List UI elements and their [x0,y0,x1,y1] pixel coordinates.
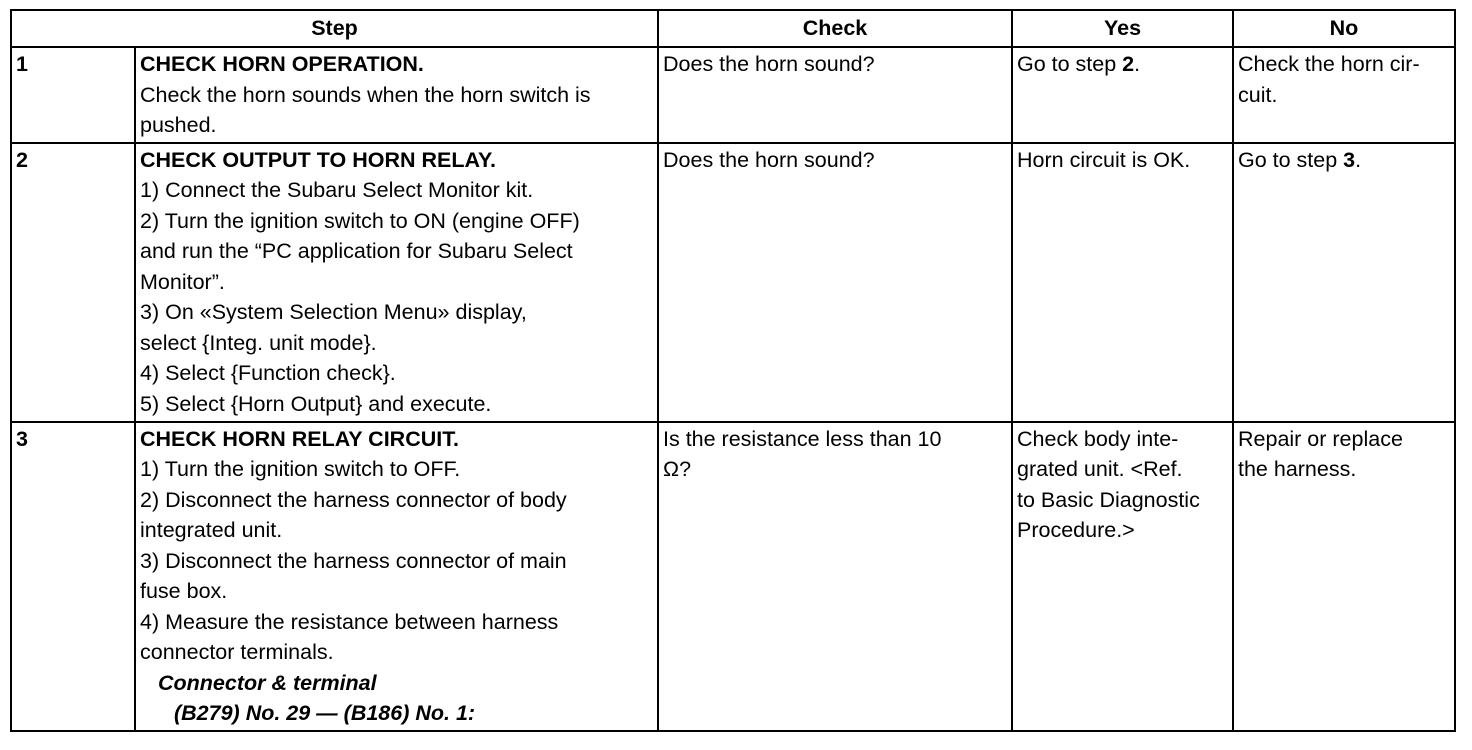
yes-cell [1012,422,1233,731]
no-line: cuit. [1238,82,1278,107]
step-title: CHECK OUTPUT TO HORN RELAY. [140,147,496,172]
table-row [11,47,1455,143]
step-line: 5) Select {Horn Output} and execute. [140,391,492,416]
step-line: 1) Turn the ignition switch to OFF. [140,457,461,481]
step-ref: 2 [1122,52,1135,76]
step-line: 3) Disconnect the harness connector of main [140,548,567,573]
header-yes: Yes [1012,10,1233,47]
check-cell: Does the horn sound? [658,143,1012,422]
step-number: 3 [11,422,135,731]
check-line: Ω? [663,457,692,481]
connector-label: Connector & terminal [158,670,377,695]
step-line: Monitor”. [140,269,225,294]
step-cell [135,422,658,731]
header-row [11,10,1455,47]
yes-text-end: . [1134,52,1141,76]
header-no: No [1233,10,1455,47]
yes-cell: Horn circuit is OK. [1012,143,1233,422]
yes-line: grated unit. <Ref. [1017,457,1183,481]
no-line: Repair or replace [1238,426,1403,451]
step-line: pushed. [140,113,217,137]
no-text-end: . [1355,147,1362,172]
check-cell: Does the horn sound? [658,47,1012,143]
step-cell [135,47,658,143]
step-line: and run the “PC application for Subaru Select [140,239,573,263]
yes-line: Check body inte- [1017,426,1179,451]
step-line: select {Integ. unit mode}. [140,330,377,355]
check-cell [658,422,1012,731]
table-row [11,143,1455,422]
header-step: Step [11,10,658,47]
step-line: integrated unit. [140,518,283,542]
step-line: connector terminals. [140,640,334,664]
diagnostic-table [10,9,1456,732]
no-cell [1233,422,1455,731]
step-title: CHECK HORN RELAY CIRCUIT. [140,426,459,451]
step-line: 4) Measure the resistance between harness [140,609,559,634]
table-row [11,422,1455,731]
connector-value: (B279) No. 29 — (B186) No. 1: [174,701,476,725]
no-text: Go to step [1238,147,1344,172]
step-line: 1) Connect the Subaru Select Monitor kit. [140,178,534,202]
step-line: 2) Disconnect the harness connector of body [140,487,567,512]
step-number: 1 [11,47,135,143]
step-cell [135,143,658,422]
yes-line: Procedure.> [1017,518,1135,542]
step-line: fuse box. [140,579,228,603]
step-title: CHECK HORN OPERATION. [140,52,424,76]
no-line: the harness. [1238,457,1357,481]
step-ref: 3 [1343,147,1356,172]
step-number: 2 [11,143,135,422]
yes-cell [1012,47,1233,143]
check-line: Is the resistance less than 10 [663,426,942,451]
step-line: 2) Turn the ignition switch to ON (engine OFF) [140,208,580,233]
header-check: Check [658,10,1012,47]
yes-line: to Basic Diagnostic [1017,487,1200,512]
no-cell [1233,47,1455,143]
yes-text: Go to step [1017,52,1123,76]
step-line: 4) Select {Function check}. [140,361,396,385]
step-line: Check the horn sounds when the horn switch is [140,82,591,107]
no-line: Check the horn cir- [1238,52,1420,76]
no-cell [1233,143,1455,422]
step-line: 3) On «System Selection Menu» display, [140,300,527,324]
